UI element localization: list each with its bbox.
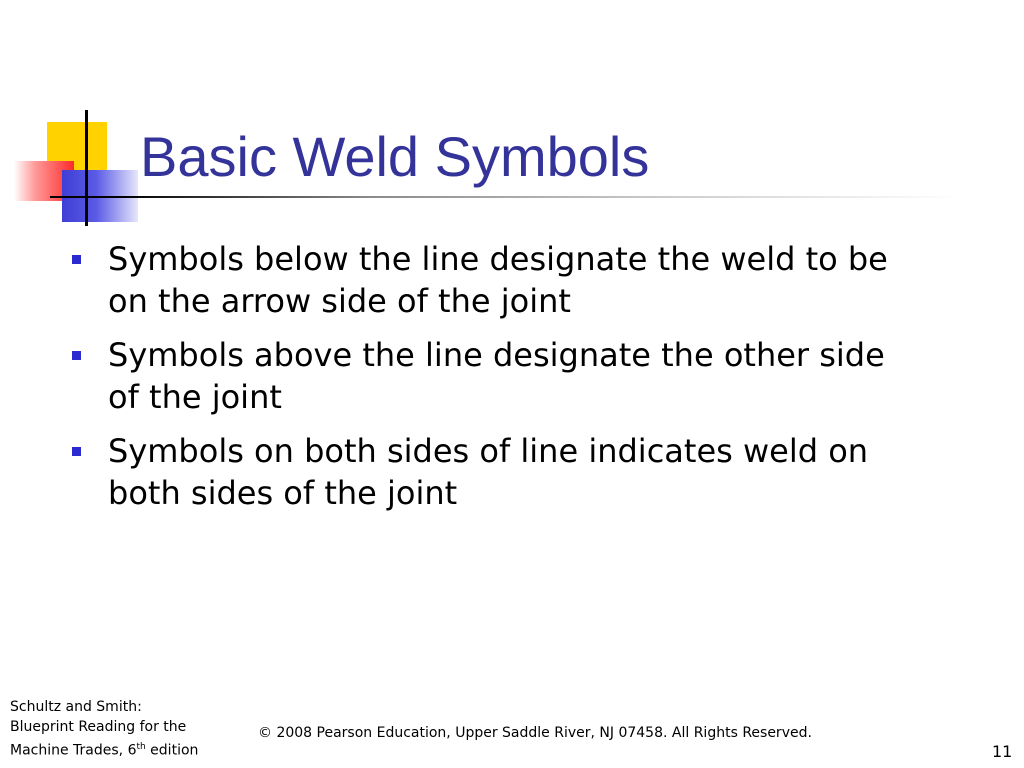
- square-bullet-icon: [72, 351, 81, 360]
- colored-squares-logo: [0, 0, 150, 240]
- bullet-list: [72, 238, 922, 526]
- source-citation: [10, 697, 198, 761]
- slide-title: Basic Weld Symbols: [140, 125, 650, 188]
- page-number: 11: [992, 742, 1013, 761]
- list-item: [72, 238, 922, 322]
- title-underline: [50, 196, 960, 198]
- citation-line: Schultz and Smith:: [10, 699, 142, 715]
- bullet-text: Symbols below the line designate the weld to be on the arrow side of the joint: [108, 240, 888, 320]
- list-item: [72, 334, 922, 418]
- square-bullet-icon: [72, 447, 81, 456]
- bullet-text: Symbols above the line designate the other side of the joint: [108, 336, 885, 416]
- square-bullet-icon: [72, 255, 81, 264]
- citation-edition-prefix: Machine Trades, 6: [10, 742, 137, 759]
- citation-edition-suffix: edition: [145, 742, 199, 759]
- citation-edition-superscript: th: [136, 742, 146, 752]
- citation-line: [10, 737, 198, 761]
- bullet-text: Symbols on both sides of line indicates weld on both sides of the joint: [108, 432, 869, 512]
- citation-line: Blueprint Reading for the: [10, 719, 187, 735]
- list-item: [72, 430, 922, 514]
- copyright-notice: © 2008 Pearson Education, Upper Saddle River, NJ 07458. All Rights Reserved.: [258, 725, 812, 741]
- vertical-rule: [85, 110, 88, 226]
